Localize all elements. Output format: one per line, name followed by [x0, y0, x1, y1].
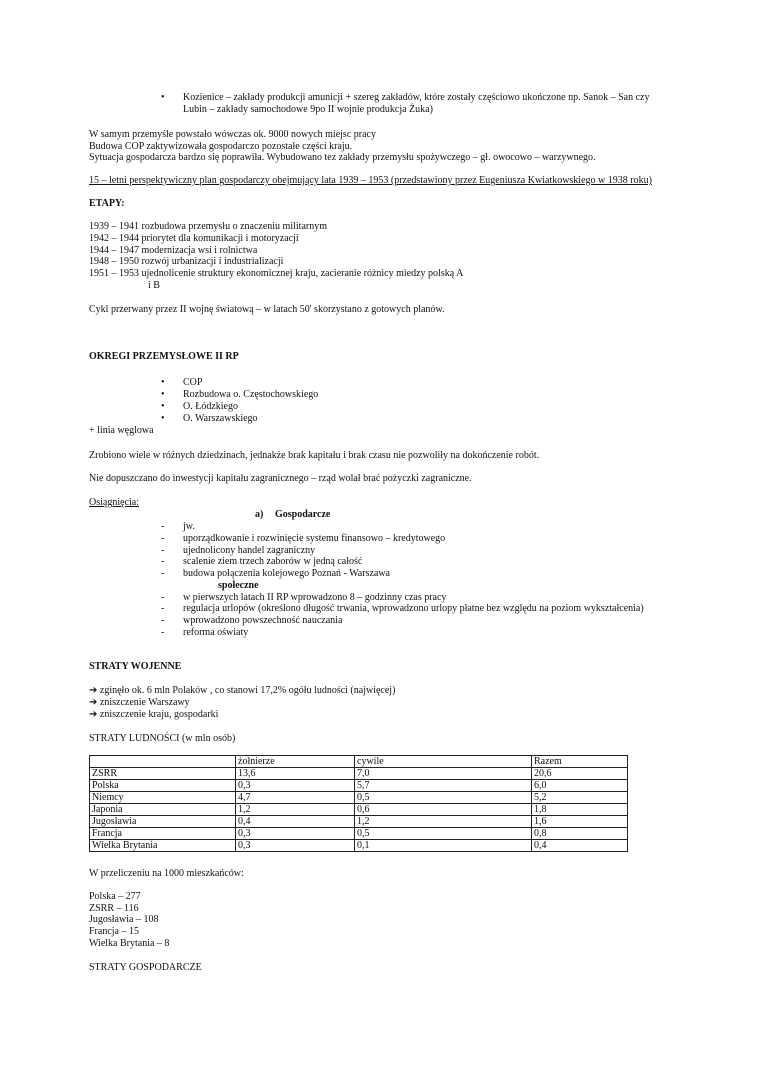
table-header-cell: żołnierze [236, 756, 355, 768]
table-cell: 13,6 [236, 768, 355, 780]
table-row [90, 792, 628, 804]
industry-line: W samym przemyśle powstało wówczas ok. 9000 nowych miejsc pracy [89, 129, 376, 140]
table-cell: Wielka Brytania [90, 840, 236, 852]
economic-heading: Gospodarcze [275, 509, 331, 520]
table-cell: 0,1 [355, 840, 532, 852]
war-loss-item [89, 697, 190, 709]
table-cell: 0,5 [355, 792, 532, 804]
districts-extra: + linia węglowa [89, 425, 154, 436]
table-cell: 0,5 [355, 828, 532, 840]
table-cell: 0,3 [236, 840, 355, 852]
war-loss-text: zniszczenie Warszawy [99, 697, 190, 708]
table-cell: 1,2 [236, 804, 355, 816]
per-1000-item: Wielka Brytania – 8 [89, 938, 170, 949]
achievements-label: Osiągnięcia: [89, 497, 139, 508]
table-cell: 0,4 [236, 816, 355, 828]
table-row [90, 840, 628, 852]
industry-line: Budowa COP zaktywizowała gospodarczo pozostałe części kraju. [89, 141, 353, 152]
table-cell: 7,0 [355, 768, 532, 780]
table-header-cell: cywile [355, 756, 532, 768]
stage-item: 1942 – 1944 priorytet dla komunikacji i motoryzacji [89, 233, 299, 244]
table-cell: Jugosławia [90, 816, 236, 828]
table-cell: ZSRR [90, 768, 236, 780]
economic-item: - uporządkowanie i rozwinięcie systemu finansowo – kredytowego [183, 533, 445, 545]
table-cell: 5,2 [532, 792, 628, 804]
economic-losses-heading: STRATY GOSPODARCZE [89, 962, 202, 973]
stage-item: 1944 – 1947 modernizacja wsi i rolnictwa [89, 245, 258, 256]
foreign-note: Nie dopuszczano do inwestycji kapitału zagranicznego – rząd wolał brać pożyczki zagraniczne. [89, 473, 472, 484]
table-header-cell [90, 756, 236, 768]
social-heading: społeczne [218, 580, 259, 591]
table-row [90, 828, 628, 840]
table-cell: 0,8 [532, 828, 628, 840]
population-losses-title: STRATY LUDNOŚCI (w mln osób) [89, 733, 236, 744]
stage-item: 1939 – 1941 rozbudowa przemysłu o znaczeniu militarnym [89, 221, 327, 232]
intro-bullet-line-2: Lubin – zakłady samochodowe 9po II wojnie produkcja Żuka) [183, 104, 433, 115]
table-cell: 5,7 [355, 780, 532, 792]
table-cell: 4,7 [236, 792, 355, 804]
table-cell: 0,4 [532, 840, 628, 852]
economic-item: - jw. [183, 521, 195, 533]
economic-item: - ujednolicony handel zagraniczny [183, 545, 315, 557]
table-row [90, 816, 628, 828]
table-cell: 0,3 [236, 780, 355, 792]
table-cell: 1,6 [532, 816, 628, 828]
war-loss-text: zginęło ok. 6 mln Polaków , co stanowi 17,2% ogółu ludności (najwięcej) [99, 685, 396, 696]
social-item: - w pierwszych latach II RP wprowadzono 8 – godzinny czas pracy [183, 592, 446, 604]
table-cell: 20,6 [532, 768, 628, 780]
table-cell: Niemcy [90, 792, 236, 804]
per-1000-item: ZSRR – 116 [89, 903, 139, 914]
war-loss-item [89, 685, 395, 697]
war-loss-text: zniszczenie kraju, gospodarki [99, 709, 219, 720]
arrow-right-icon: ➔ [89, 709, 98, 720]
table-row [90, 780, 628, 792]
intro-bullet-line-1: • Kozienice – zakłady produkcji amunicji + szereg zakładów, które zostały częściowo ukończone np. Sanok – San czy [183, 92, 650, 104]
districts-heading: OKREGI PRZEMYSŁOWE II RP [89, 351, 239, 362]
district-item: • O. Warszawskiego [183, 413, 258, 425]
table-row [90, 804, 628, 816]
table-header-cell: Razem [532, 756, 628, 768]
arrow-right-icon: ➔ [89, 697, 98, 708]
done-note: Zrobiono wiele w różnych dziedzinach, jednakże brak kapitału i brak czasu nie pozwoliły na dokończenie robót. [89, 450, 540, 461]
table-cell: Japonia [90, 804, 236, 816]
industry-line: Sytuacja gospodarcza bardzo się poprawiła. Wybudowano tez zakłady przemysłu spożywczego – gł. owocowo – warzywnego. [89, 152, 596, 163]
war-loss-item [89, 709, 218, 721]
table-cell: 0,6 [355, 804, 532, 816]
economic-item: - budowa połączenia kolejowego Poznań - Warszawa [183, 568, 390, 580]
social-item: - wprowadzono powszechność nauczania [183, 615, 342, 627]
social-item: - reforma oświaty [183, 627, 248, 639]
stage-item: 1951 – 1953 ujednolicenie struktury ekonomicznej kraju, zacieranie różnicy miedzy polską A [89, 268, 464, 279]
arrow-right-icon: ➔ [89, 685, 98, 696]
district-item: • O. Łódzkiego [183, 401, 238, 413]
economic-marker: a) [255, 509, 264, 520]
district-item: • Rozbudowa o. Częstochowskiego [183, 389, 318, 401]
table-cell: 1,8 [532, 804, 628, 816]
per-1000-title: W przeliczeniu na 1000 mieszkańców: [89, 868, 244, 879]
table-cell: 6,0 [532, 780, 628, 792]
population-losses-table [89, 755, 628, 852]
stage-item: 1948 – 1950 rozwój urbanizacji i industrializacji [89, 256, 284, 267]
district-item: • COP [183, 377, 202, 389]
stages-heading: ETAPY: [89, 198, 125, 209]
table-cell: 0,3 [236, 828, 355, 840]
cycle-note: Cykl przerwany przez II wojnę światową – w latach 50' skorzystano z gotowych planów. [89, 304, 445, 315]
plan-title: 15 – letni perspektywiczny plan gospodarczy obejmujący lata 1939 – 1953 (przedstawiony przez Eugeniusza Kwiatkowskiego w 1938 roku) [89, 175, 652, 186]
table-cell: Polska [90, 780, 236, 792]
per-1000-item: Jugosławia – 108 [89, 914, 159, 925]
table-cell: 1,2 [355, 816, 532, 828]
table-row [90, 768, 628, 780]
stage-continuation: i B [148, 280, 160, 291]
table-header-row [90, 756, 628, 768]
per-1000-item: Polska – 277 [89, 891, 141, 902]
social-item: - regulacja urlopów (określono długość trwania, wprowadzono urlopy płatne bez względu na poziom wykształcenia) [183, 603, 644, 615]
per-1000-item: Francja – 15 [89, 926, 139, 937]
economic-item: - scalenie ziem trzech zaborów w jedną całość [183, 556, 362, 568]
war-losses-heading: STRATY WOJENNE [89, 661, 182, 672]
table-cell: Francja [90, 828, 236, 840]
